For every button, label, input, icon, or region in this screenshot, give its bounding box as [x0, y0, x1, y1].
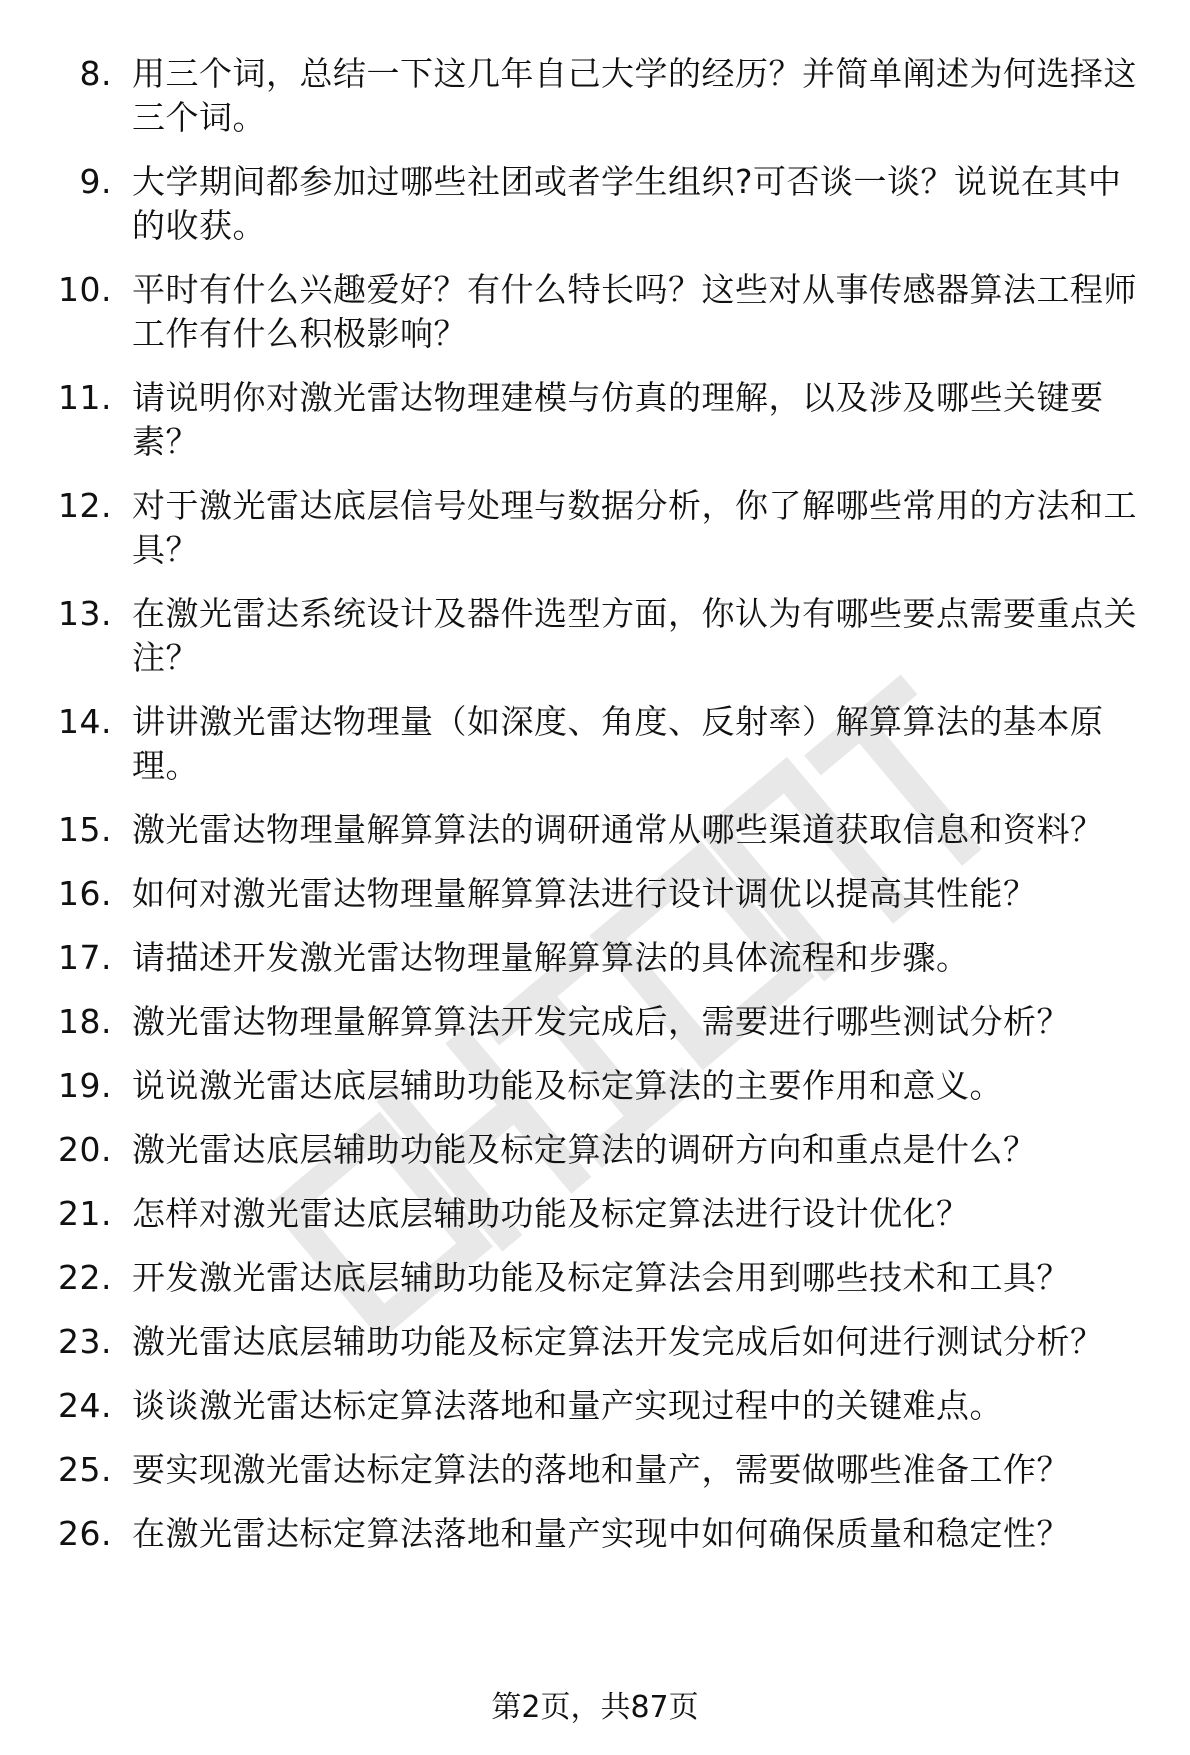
question-item — [0, 268, 1190, 356]
question-text: 激光雷达物理量解算算法开发完成后，需要进行哪些测试分析？ — [132, 1002, 1070, 1041]
question-item — [0, 1256, 1190, 1300]
question-text: 对于激光雷达底层信号处理与数据分析，你了解哪些常用的方法和工具？ — [132, 486, 1137, 569]
question-item — [0, 592, 1190, 680]
question-text: 如何对激光雷达物理量解算算法进行设计调优以提高其性能？ — [132, 874, 1037, 913]
question-text: 激光雷达底层辅助功能及标定算法的调研方向和重点是什么？ — [132, 1130, 1037, 1169]
question-text: 说说激光雷达底层辅助功能及标定算法的主要作用和意义。 — [132, 1066, 1003, 1105]
question-number: 24. — [58, 1386, 112, 1425]
question-item — [0, 700, 1190, 788]
question-item — [0, 1448, 1190, 1492]
question-text: 怎样对激光雷达底层辅助功能及标定算法进行设计优化？ — [132, 1194, 970, 1233]
question-text: 在激光雷达标定算法落地和量产实现中如何确保质量和稳定性？ — [132, 1514, 1070, 1553]
question-number: 17. — [58, 938, 112, 977]
question-item — [0, 1512, 1190, 1556]
question-number: 10. — [58, 270, 112, 309]
question-text: 用三个词，总结一下这几年自己大学的经历？并简单阐述为何选择这三个词。 — [132, 54, 1137, 137]
question-item — [0, 1384, 1190, 1428]
question-item — [0, 484, 1190, 572]
question-item — [0, 872, 1190, 916]
question-text: 请说明你对激光雷达物理建模与仿真的理解，以及涉及哪些关键要素？ — [132, 378, 1104, 461]
question-number: 16. — [58, 874, 112, 913]
question-text: 谈谈激光雷达标定算法落地和量产实现过程中的关键难点。 — [132, 1386, 1003, 1425]
question-number: 25. — [58, 1450, 112, 1489]
question-number: 14. — [58, 702, 112, 741]
question-item — [0, 1000, 1190, 1044]
question-text: 在激光雷达系统设计及器件选型方面，你认为有哪些要点需要重点关注？ — [132, 594, 1137, 677]
question-number: 20. — [58, 1130, 112, 1169]
question-text: 要实现激光雷达标定算法的落地和量产，需要做哪些准备工作？ — [132, 1450, 1070, 1489]
question-number: 8. — [79, 54, 112, 93]
question-number: 22. — [58, 1258, 112, 1297]
question-item — [0, 1192, 1190, 1236]
question-text: 请描述开发激光雷达物理量解算算法的具体流程和步骤。 — [132, 938, 970, 977]
question-text: 讲讲激光雷达物理量（如深度、角度、反射率）解算算法的基本原理。 — [132, 702, 1104, 785]
question-number: 13. — [58, 594, 112, 633]
question-number: 18. — [58, 1002, 112, 1041]
question-number: 23. — [58, 1322, 112, 1361]
question-number: 12. — [58, 486, 112, 525]
question-text: 激光雷达物理量解算算法的调研通常从哪些渠道获取信息和资料？ — [132, 810, 1104, 849]
question-item — [0, 160, 1190, 248]
question-item — [0, 1064, 1190, 1108]
question-item — [0, 808, 1190, 852]
question-text: 开发激光雷达底层辅助功能及标定算法会用到哪些技术和工具？ — [132, 1258, 1070, 1297]
question-number: 26. — [58, 1514, 112, 1553]
question-text: 大学期间都参加过哪些社团或者学生组织?可否谈一谈？说说在其中的收获。 — [132, 162, 1122, 245]
question-item — [0, 1320, 1190, 1364]
question-number: 9. — [79, 162, 112, 201]
question-item — [0, 52, 1190, 140]
question-number: 21. — [58, 1194, 112, 1233]
question-number: 11. — [58, 378, 112, 417]
question-number: 19. — [58, 1066, 112, 1105]
question-number: 15. — [58, 810, 112, 849]
question-text: 激光雷达底层辅助功能及标定算法开发完成后如何进行测试分析？ — [132, 1322, 1104, 1361]
page-number-footer: 第2页，共87页 — [491, 1690, 699, 1725]
question-item — [0, 1128, 1190, 1172]
question-item — [0, 376, 1190, 464]
question-item — [0, 936, 1190, 980]
question-text: 平时有什么兴趣爱好？有什么特长吗？这些对从事传感器算法工程师工作有什么积极影响？ — [132, 270, 1137, 353]
question-list — [0, 52, 1190, 1576]
